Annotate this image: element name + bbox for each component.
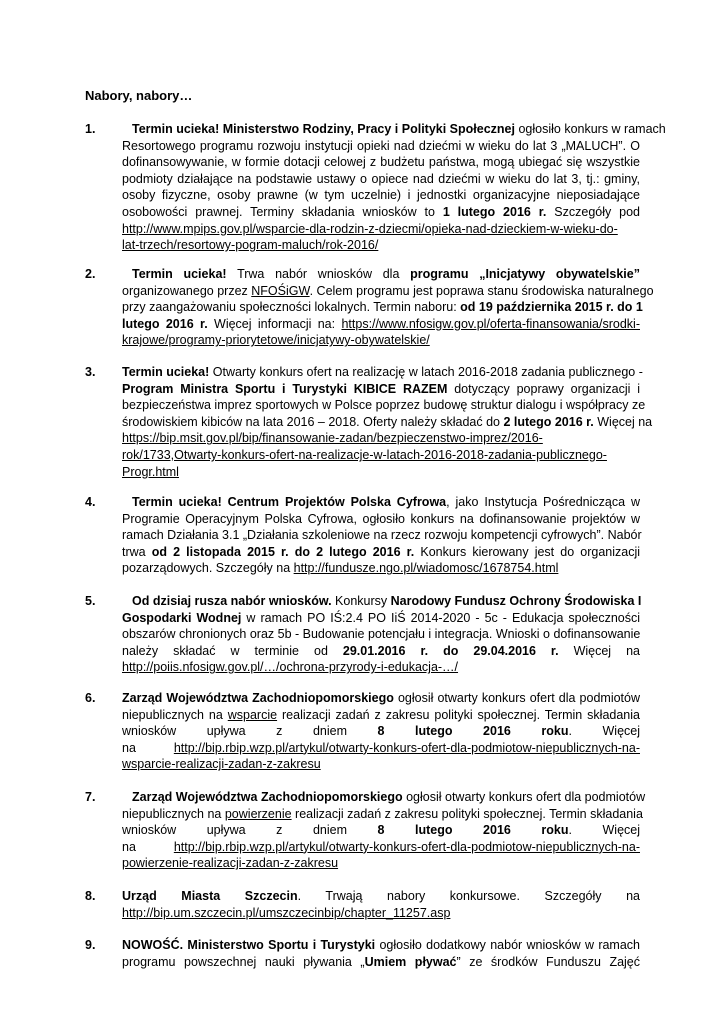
- link-url[interactable]: https://bip.msit.gov.pl/bip/finansowanie-zadan/bezpieczenstwo-imprez/2016-: [122, 431, 543, 446]
- item-lead: NOWOŚĆ. Ministerstwo Sportu i Turystyki: [122, 938, 376, 952]
- deadline: od 19 października 2015 r. do 1: [460, 300, 643, 315]
- item-lead: Urząd Miasta Szczecin: [122, 889, 298, 903]
- link-url[interactable]: http://bip.um.szczecin.pl/umszczecinbip/chapter_11257.asp: [122, 905, 451, 920]
- link-url[interactable]: https://www.nfosigw.gov.pl/oferta-finansowania/srodki-: [341, 316, 640, 331]
- item-lead: Zarząd Województwa Zachodniopomorskiego: [132, 790, 403, 804]
- item-number: 6.: [85, 691, 96, 705]
- item-lead: Termin ucieka! Ministerstwo Rodziny, Pracy i Polityki Społecznej: [132, 122, 515, 136]
- link-url[interactable]: http://fundusze.ngo.pl/wiadomosc/1678754.html: [293, 561, 559, 576]
- item-number: 9.: [85, 938, 96, 952]
- deadline: 8 lutego 2016 roku: [377, 823, 569, 838]
- deadline: od 2 listopada 2015 r. do 2 lutego 2016 r.: [151, 544, 415, 559]
- link-url[interactable]: powierzenie-realizacji-zadan-z-zakresu: [122, 856, 339, 871]
- item-number: 7.: [85, 790, 96, 804]
- deadline: 29.01.2016 r. do 29.04.2016 r.: [342, 643, 559, 658]
- deadline: 8 lutego 2016 roku: [377, 724, 569, 739]
- link-url[interactable]: rok/1733,Otwarty-konkurs-ofert-na-realizacje-w-latach-2016-2018-zadania-publicznego-: [122, 447, 607, 462]
- link-url[interactable]: lat-trzech/resortowy-pogram-maluch/rok-2016/: [122, 238, 379, 253]
- item-text: Urząd Miasta Szczecin. Trwają nabory konkursowe. Szczegóły na http://bip.um.szczecin.pl/umszczecinbip/chapter_11257.asp: [122, 889, 640, 920]
- item-number: 4.: [85, 495, 96, 509]
- item-text: Termin ucieka! Trwa nabór wniosków dla programu „Inicjatywy obywatelskie” organizowanego przez NFOŚiGW. Celem programu jest poprawa stanu środowiska naturalnego przy zaangażowaniu społeczności lokalnych. Termin naboru: od 19 października 2015 r. do 1 lutego 2016 r. Więcej informacji na: https://www.nfosigw.gov.pl/oferta-finansowania/srodki- krajowe/programy-priorytetowe/inicjatywy-obywatelskie/: [122, 267, 654, 348]
- link-url[interactable]: wsparcie-realizacji-zadan-z-zakresu: [122, 757, 321, 772]
- link-url[interactable]: krajowe/programy-priorytetowe/inicjatywy-obywatelskie/: [122, 333, 430, 348]
- item-lead: Termin ucieka!: [132, 267, 227, 281]
- item-text: Termin ucieka! Ministerstwo Rodziny, Pracy i Polityki Społecznej ogłosiło konkurs w ramach Resortowego programu rozwoju instytucji opieki nad dziećmi w wieku do lat 3 „MALUCH”. O dofinansowywanie, w formie dotacji celowej z budżetu państwa, mogą ubiegać się wszystkie podmioty działające na podstawie ustawy o opiece nad dziećmi w wieku do lat 3, tj.: gminy, osoby fizyczne, osoby prawne (w tym uczelnie) i jednostki organizacyjne nieposiadające osobowości prawnej. Terminy składania wniosków to 1 lutego 2016 r. Szczegóły pod http://www.mpips.gov.pl/wsparcie-dla-rodzin-z-dziecmi/opieka-nad-dzieckiem-w-wieku-do- lat-trzech/resortowy-pogram-maluch/rok-2016/: [122, 122, 666, 253]
- item-text: NOWOŚĆ. Ministerstwo Sportu i Turystyki ogłosiło dodatkowy nabór wniosków w ramach programu powszechnej nauki pływania „Umiem pływać” ze środków Funduszu Zajęć: [122, 938, 641, 969]
- link-url[interactable]: http://bip.rbip.wzp.pl/artykul/otwarty-konkurs-ofert-dla-podmiotow-niepublicznych-na-: [173, 740, 640, 755]
- link-url[interactable]: http://bip.rbip.wzp.pl/artykul/otwarty-konkurs-ofert-dla-podmiotow-niepublicznych-na-: [173, 839, 640, 854]
- deadline: 2 lutego 2016 r.: [503, 414, 594, 429]
- item-text: Od dzisiaj rusza nabór wniosków. Konkursy Narodowy Fundusz Ochrony Środowiska I Gospodarki Wodnej w ramach PO IŚ:2.4 PO IiŚ 2014-2020 - 5c - Edukacja społeczności obszarów chronionych oraz 5b - Budowanie potencjału i integracja. Wnioski o dofinansowanie należy składać w terminie od 29.01.2016 r. do 29.04.2016 r. Więcej na http://poiis.nfosigw.gov.pl/…/ochrona-przyrody-i-edukacja-…/: [122, 594, 642, 675]
- nfosigw-link[interactable]: NFOŚiGW: [251, 283, 310, 298]
- item-text: Zarząd Województwa Zachodniopomorskiego ogłosił otwarty konkurs ofert dla podmiotów niepublicznych na wsparcie realizacji zadań z zakresu polityki społecznej. Termin składania wniosków upływa z dniem 8 lutego 2016 roku. Więcej na http://bip.rbip.wzp.pl/artykul/otwarty-konkurs-ofert-dla-podmiotow-niepublicznych-na- wsparcie-realizacji-zadan-z-zakresu: [122, 691, 641, 772]
- item-number: 3.: [85, 365, 96, 379]
- item-number: 8.: [85, 889, 96, 903]
- item-number: 1.: [85, 122, 96, 136]
- item-number: 2.: [85, 267, 96, 281]
- link-url[interactable]: Progr.html: [122, 464, 179, 479]
- item-number: 5.: [85, 594, 96, 608]
- link-url[interactable]: http://poiis.nfosigw.gov.pl/…/ochrona-przyrody-i-edukacja-…/: [122, 660, 459, 675]
- item-text: Termin ucieka! Centrum Projektów Polska Cyfrowa, jako Instytucja Pośrednicząca w Programie Operacyjnym Polska Cyfrowa, ogłosiło konkurs na dofinansowanie projektów w ramach Działania 3.1 „Działania szkoleniowe na rzecz rozwoju kompetencji cyfrowych”. Nabór trwa od 2 listopada 2015 r. do 2 lutego 2016 r. Konkurs kierowany jest do organizacji pozarządowych. Szczegóły na http://fundusze.ngo.pl/wiadomosc/1678754.html: [122, 495, 642, 576]
- item-text: Termin ucieka! Otwarty konkurs ofert na realizację w latach 2016-2018 zadania publicznego - Program Ministra Sportu i Turystyki KIBICE RAZEM dotyczący poprawy organizacji i bezpieczeństwa imprez sportowych w Polsce poprzez budowę struktur dialogu i współpracy ze środowiskiem kibiców na lata 2016 – 2018. Oferty należy składać do 2 lutego 2016 r. Więcej na https://bip.msit.gov.pl/bip/finansowanie-zadan/bezpieczenstwo-imprez/2016- rok/1733,Otwarty-konkurs-ofert-na-realizacje-w-latach-2016-2018-zadania-publicznego- Progr.html: [122, 365, 653, 479]
- deadline: 1 lutego 2016 r.: [442, 204, 547, 219]
- item-lead: Termin ucieka!: [122, 365, 210, 379]
- item-lead: Od dzisiaj rusza nabór wniosków.: [132, 594, 332, 608]
- page-title: Nabory, nabory…: [85, 88, 193, 103]
- item-lead: Zarząd Województwa Zachodniopomorskiego: [122, 691, 394, 705]
- item-text: Zarząd Województwa Zachodniopomorskiego ogłosił otwarty konkurs ofert dla podmiotów niepublicznych na powierzenie realizacji zadań z zakresu polityki społecznej. Termin składania wniosków upływa z dniem 8 lutego 2016 roku. Więcej na http://bip.rbip.wzp.pl/artykul/otwarty-konkurs-ofert-dla-podmiotow-niepublicznych-na- powierzenie-realizacji-zadan-z-zakresu: [122, 790, 646, 871]
- link-url[interactable]: http://www.mpips.gov.pl/wsparcie-dla-rodzin-z-dziecmi/opieka-nad-dzieckiem-w-wieku-do-: [122, 221, 618, 236]
- item-lead: Termin ucieka! Centrum Projektów Polska Cyfrowa: [132, 495, 447, 509]
